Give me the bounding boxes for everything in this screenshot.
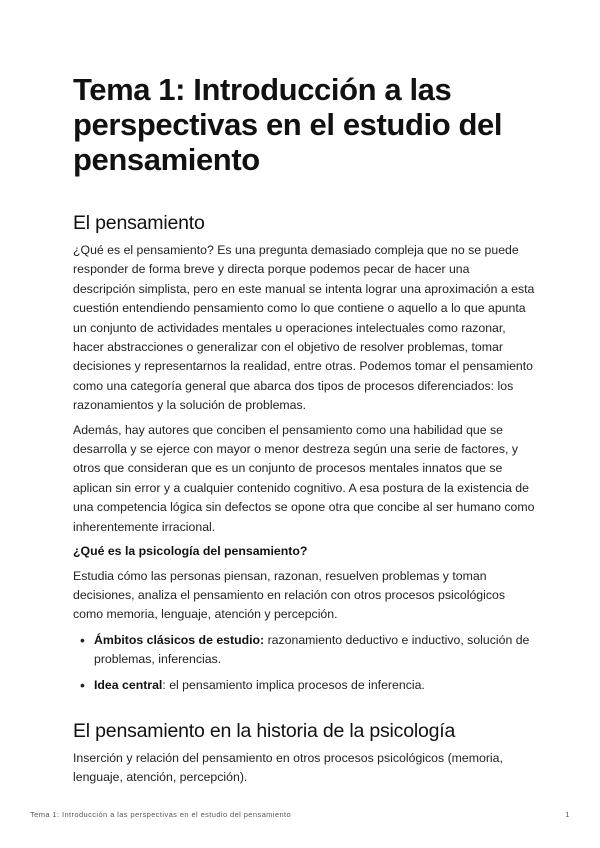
page-number: 1 [565, 810, 570, 819]
section-heading-el-pensamiento: El pensamiento [73, 212, 205, 234]
document-page [73, 72, 535, 788]
list-item-label: Ámbitos clásicos de estudio: [94, 632, 265, 647]
footer-title: Tema 1: Introducción a las perspectivas en el estudio del pensamiento [30, 810, 292, 819]
section-heading-historia: El pensamiento en la historia de la psicología [73, 719, 456, 742]
document-title: Tema 1: Introducción a las perspectivas en el estudio del pensamiento [73, 72, 503, 177]
paragraph: Además, hay autores que conciben el pensamiento como una habilidad que se desarrolla y se ejerce con mayor o menor destreza según una serie de factores, y otros que consideran que es un conjunto de procesos mentales innatos que se aplican sin error y a cualquier contenido cognitivo. A esa postura de la existencia de una competencia lógica sin defectos se opone otra que concibe al ser humano como inherentemente irracional. [73, 422, 535, 534]
list-item-text: razonamiento deductivo e inductivo, solución de problemas, inferencias. [94, 632, 530, 667]
list-item [94, 676, 535, 695]
list-item-label: Idea central [94, 677, 163, 692]
list-item-text: : el pensamiento implica procesos de inferencia. [162, 677, 425, 692]
paragraph: Estudia cómo las personas piensan, razonan, resuelven problemas y toman decisiones, analiza el pensamiento en relación con otros procesos psicológicos como memoria, lenguaje, atención y percepción. [73, 568, 506, 622]
subheading-psicologia-del-pensamiento: ¿Qué es la psicología del pensamiento? [73, 544, 308, 559]
paragraph: Inserción y relación del pensamiento en otros procesos psicológicos (memoria, lenguaje, atención, percepción). [73, 750, 503, 785]
page-footer [30, 810, 570, 819]
list-item [94, 631, 535, 670]
paragraph: ¿Qué es el pensamiento? Es una pregunta demasiado compleja que no se puede responder de forma breve y directa porque podemos pecar de hacer una descripción simplista, pero en este manual se intenta lograr una aproximación a esta cuestión entendiendo pensamiento como lo que contiene o aquello a lo que apunta un conjunto de actividades mentales u operaciones intelectuales como razonar, hacer abstracciones o generalizar con el objetivo de resolver problemas, tomar decisiones y representarnos la realidad, entre otras. Podemos tomar el pensamiento como una categoría general que abarca dos tipos de procesos diferenciados: los razonamientos y la solución de problemas. [73, 243, 535, 413]
bullet-list [73, 631, 535, 695]
